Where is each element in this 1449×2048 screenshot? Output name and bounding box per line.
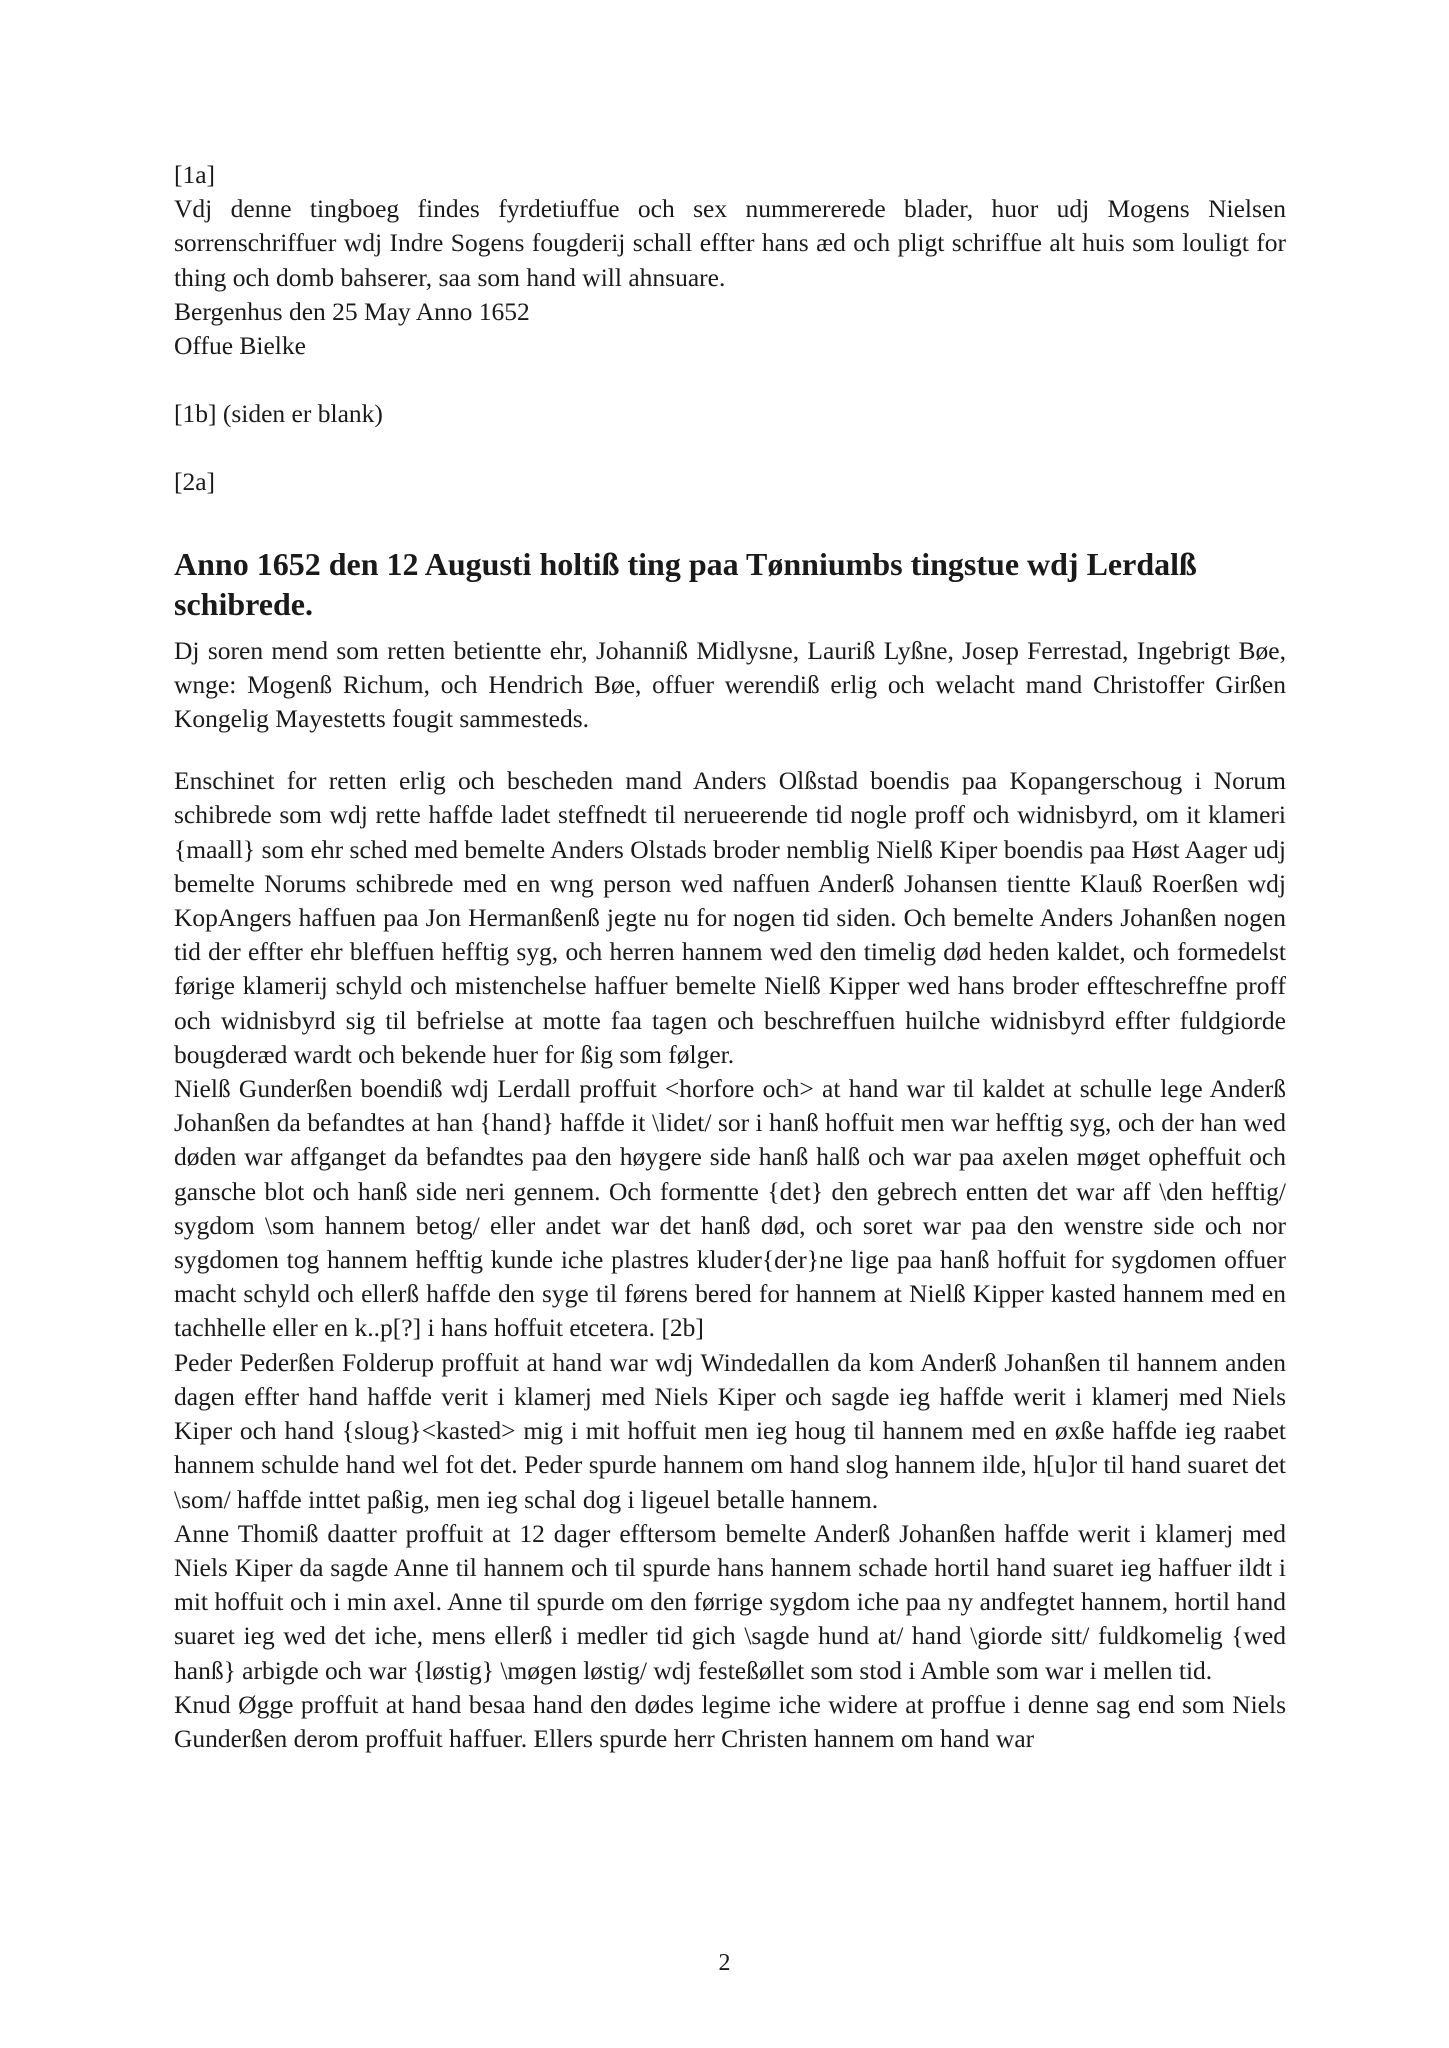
- paragraph-testimony-peder-pedersen: Peder Pederßen Folderup proffuit at hand war wdj Windedallen da kom Anderß Johanßen til hannem anden dagen effter hand haffde verit i klamerj med Niels Kiper och sagde ieg haffde werit i klamerj med Niels Kiper och hand {sloug}<kasted> mig i mit hoffuit men ieg houg til hannem med en øxße haffde ieg raabet hannem schulde hand wel fot det. Peder spurde hannem om hand slog hannem ilde, h[u]or til hand suaret det \som/ haffde inttet paßig, men ieg schal dog i ligeuel betalle hannem.: [174, 1347, 1286, 1514]
- paragraph-case-statement: Enschinet for retten erlig och bescheden mand Anders Olßstad boendis paa Kopangerschoug i Norum schibrede som wdj rette haffde ladet steffnedt til nerueerende tid nogle proff och widnisbyrd, om it klameri {maall} som ehr sched med bemelte Anders Olstads broder nemblig Nielß Kiper boendis paa Høst Aager udj bemelte Norums schibrede med en wng person wed naffuen Anderß Johansen tientte Klauß Roerßen wdj KopAngers haffuen paa Jon Hermanßenß jegte nu for nogen tid siden. Och bemelte Anders Johanßen nogen tid der effter ehr bleffuen hefftig syg, och herren hannem wed den timelig død heden kaldet, och formedelst førige klamerij schyld och mistenchelse haffuer bemelte Nielß Kipper wed hans broder effteschreffne proff och widnisbyrd sig til befrielse at motte faa tagen och beschreffuen huilche widnisbyrd effter fuldgiorde bougderæd wardt och bekende huer for ßig som følger.: [174, 766, 1286, 1069]
- paragraph-testimony-knud-ogge: Knud Øgge proffuit at hand besaa hand den dødes legime iche widere at proffue i denne sag end som Niels Gunderßen derom proffuit haffuer. Ellers spurde herr Christen hannem om hand war: [174, 1689, 1286, 1753]
- spacer: [174, 500, 1286, 544]
- spacer: [174, 624, 1286, 634]
- paragraph-testimony-anne-thomisdatter: Anne Thomiß daatter proffuit at 12 dager efftersom bemelte Anderß Johanßen haffde werit i klamerj med Niels Kiper da sagde Anne til hannem och til spurde hans hannem schade hortil hand suaret ieg haffuer ildt i mit hoffuit och i min axel. Anne til spurde om den førrige sygdom iche paa ny andfegtet hannem, hortil hand suaret ieg wed det iche, mens ellerß i medler tid gich \sagde hund at/ hand \giorde sitt/ fuldkomelig {wed hanß} arbigde och war {løstig} \møgen løstig/ wdj festeßøllet som stod i Amble som war i mellen tid.: [174, 1518, 1286, 1685]
- paragraph-testimony-niels-gundersen: Nielß Gunderßen boendiß wdj Lerdall proffuit <horfore och> at hand war til kaldet at schulle lege Anderß Johanßen da befandtes at han {hand} haffde it \lidet/ sor i hanß hoffuit men war hefftig syg, och der han wed døden war affganget da befandtes paa den høygere side hanß halß och war paa axelen møget opheffuit och gansche blot och hanß side neri gennem. Och formentte {det} den gebrech entten det war aff \den hefftig/ sygdom \som hannem betog/ eller andet war det hanß død, och soret war paa den wenstre side och nor sygdomen tog hannem hefftig kunde iche plastres kluder{der}ne lige paa hanß hoffuit for sygdomen offuer macht schyld och ellerß haffde den syge til førens bered for hannem at Nielß Kipper kasted hannem med en tachhelle eller en k..p[?] i hans hoffuit etcetera. [2b]: [174, 1074, 1286, 1343]
- page-marker-1a: [1a]: [174, 160, 216, 189]
- paragraph-court-members: Dj soren mend som retten betientte ehr, Johanniß Midlysne, Lauriß Lyßne, Josep Ferrestad, Ingebrigt Bøe, wnge: Mogenß Richum, och Hendrich Bøe, offuer werendiß erlig och welacht mand Christoffer Girßen Kongelig Mayestetts fougit sammesteds.: [174, 635, 1286, 734]
- page-marker-2a: [2a]: [174, 467, 216, 497]
- page-content: [174, 158, 1286, 1756]
- signature-place-date: Bergenhus den 25 May Anno 1652: [174, 296, 530, 326]
- page-marker-1b: [1b] (siden er blank): [174, 399, 383, 429]
- session-heading: Anno 1652 den 12 Augusti holtiß ting paa Tønniumbs tingstue wdj Lerdalß schibrede.: [174, 545, 1197, 622]
- signature-name: Offue Bielke: [174, 331, 306, 361]
- spacer: [174, 363, 1286, 397]
- spacer: [174, 431, 1286, 465]
- page-number: 2: [718, 1950, 731, 1976]
- spacer: [174, 736, 1286, 764]
- intro-paragraph: Vdj denne tingboeg findes fyrdetiuffue och sex nummererede blader, huor udj Mogens Nielsen sorrenschriffuer wdj Indre Sogens fougderij schall effter hans æd och pligt schriffue alt huis som louligt for thing och domb bahserer, saa som hand will ahnsuare.: [174, 194, 1286, 292]
